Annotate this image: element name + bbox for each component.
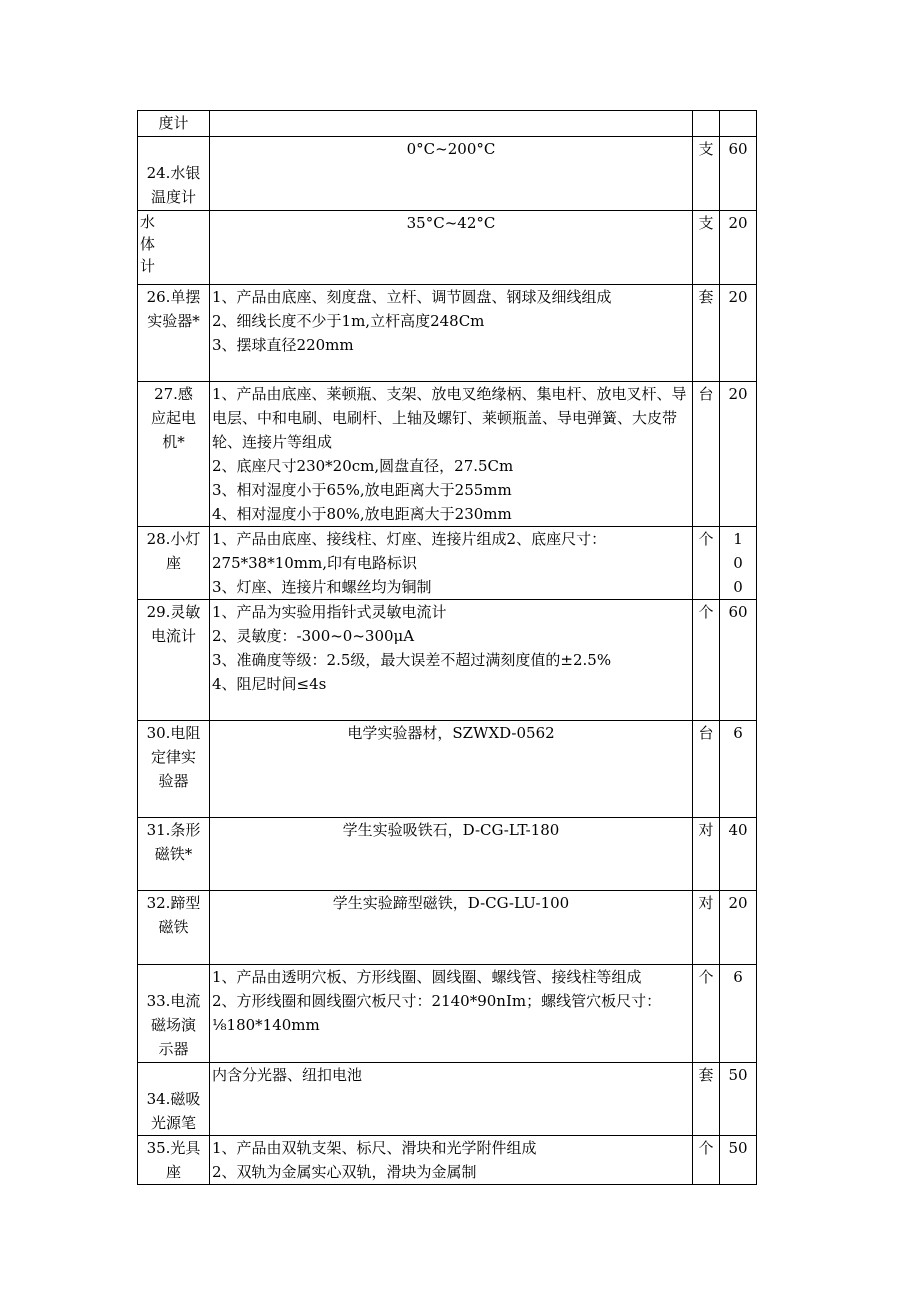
item-spec-cell: [210, 965, 693, 1063]
item-spec-line: 1、产品由底座、接线柱、灯座、连接片组成2、底座尺寸：275*38*10mm,印有电路标识: [212, 530, 607, 572]
item-name-cell: [138, 527, 210, 600]
item-name-line: 32.蹄型: [146, 894, 201, 912]
item-spec-line: 35°C~42°C: [406, 214, 496, 232]
item-unit: 套: [693, 1063, 720, 1136]
item-name-line: 30.电阻: [146, 724, 201, 742]
item-spec-cell: [210, 285, 693, 382]
item-unit: 个: [693, 600, 720, 721]
item-spec-cell: [210, 382, 693, 527]
item-spec-cell: [210, 818, 693, 891]
item-name-cell: [138, 111, 210, 137]
table-row: [138, 1063, 757, 1136]
item-unit: 个: [693, 527, 720, 600]
item-spec-line: 4、相对湿度小于80%,放电距离大于230mm: [212, 505, 512, 523]
table-row: [138, 285, 757, 382]
item-spec-line: 2、方形线圈和圆线圈穴板尺寸：2140*90nIm；螺线管穴板尺寸：⅛180*140mm: [212, 992, 662, 1034]
item-spec-cell: [210, 1136, 693, 1185]
item-name-line: 35.光具: [146, 1139, 201, 1157]
table-row: [138, 382, 757, 527]
item-spec-line: 学生实验吸铁石，D-CG-LT-180: [342, 821, 560, 839]
item-unit: 个: [693, 965, 720, 1063]
item-qty: 50: [720, 1063, 757, 1136]
item-spec-cell: [210, 527, 693, 600]
item-spec-line: 4、阻尼时间≤4s: [212, 675, 327, 693]
table-row: [138, 891, 757, 965]
item-spec-cell: [210, 721, 693, 818]
item-name-line: 座: [165, 1163, 181, 1181]
item-spec-line: 3、相对湿度小于65%,放电距离大于255mm: [212, 481, 512, 499]
item-name-cell: [138, 211, 210, 285]
item-name-line: 验器: [158, 772, 189, 790]
item-qty: 6: [720, 721, 757, 818]
item-unit: 支: [693, 137, 720, 211]
item-name-line: 计: [140, 257, 156, 275]
table-row: [138, 527, 757, 600]
item-name-line: 磁铁: [158, 918, 189, 936]
item-name-cell: [138, 721, 210, 818]
item-name-line: 机*: [162, 433, 185, 451]
item-spec-line: 2、双轨为金属实心双轨，滑块为金属制: [212, 1163, 477, 1181]
item-spec-line: 1、产品由双轨支架、标尺、滑块和光学附件组成: [212, 1139, 537, 1157]
item-name-line: 实验器*: [147, 312, 200, 330]
item-spec-cell: [210, 1063, 693, 1136]
item-name-cell: [138, 1063, 210, 1136]
item-name-line: 28.小灯: [146, 530, 201, 548]
equipment-spec-table: [137, 110, 757, 1185]
item-spec-line: 学生实验蹄型磁铁，D-CG-LU-100: [332, 894, 570, 912]
item-qty: 6: [720, 965, 757, 1063]
item-name-cell: [138, 1136, 210, 1185]
item-qty: 40: [720, 818, 757, 891]
item-spec-line: 1、产品由底座、莱顿瓶、支架、放电叉绝缘柄、集电杆、放电叉杆、导电层、中和电刷、电刷杆、上轴及螺钉、莱顿瓶盖、导电弹簧、大皮带轮、连接片等组成: [212, 385, 687, 451]
item-spec-line: 3、准确度等级：2.5级，最大误差不超过满刻度值的±2.5%: [212, 651, 612, 669]
item-spec-line: 2、细线长度不少于1m,立杆高度248Cm: [212, 312, 485, 330]
item-name-line: 度计: [158, 114, 189, 132]
item-spec-line: 1、产品由底座、刻度盘、立杆、调节圆盘、钢球及细线组成: [212, 288, 612, 306]
item-name-cell: [138, 965, 210, 1063]
item-qty: 60: [720, 600, 757, 721]
item-name-line: 26.单摆: [146, 288, 201, 306]
item-qty: 20: [720, 891, 757, 965]
table-row: [138, 111, 757, 137]
item-unit: 台: [693, 721, 720, 818]
table-row: [138, 818, 757, 891]
item-name-cell: [138, 891, 210, 965]
table-row: [138, 600, 757, 721]
item-unit-cell: [693, 111, 720, 137]
table-row: [138, 965, 757, 1063]
item-qty: 20: [720, 285, 757, 382]
item-name-line: 29.灵敏: [146, 603, 201, 621]
item-unit: 支: [693, 211, 720, 285]
item-unit: 对: [693, 891, 720, 965]
item-qty: 50: [720, 1136, 757, 1185]
table-row: [138, 211, 757, 285]
item-qty: 100: [720, 527, 757, 600]
table-row: [138, 1136, 757, 1185]
item-spec-cell: [210, 891, 693, 965]
item-unit: 台: [693, 382, 720, 527]
item-name-line: 光源笔: [150, 1114, 196, 1132]
item-spec-line: 1、产品为实验用指针式灵敏电流计: [212, 603, 447, 621]
item-spec-line: 3、灯座、连接片和螺丝均为铜制: [212, 578, 432, 596]
item-unit: 套: [693, 285, 720, 382]
item-name-line: 磁场演: [150, 1016, 196, 1034]
item-name-line: 定律实: [150, 748, 196, 766]
item-qty: 20: [720, 382, 757, 527]
item-unit: 个: [693, 1136, 720, 1185]
item-name-line: 温度计: [150, 188, 196, 206]
item-name-line: 体: [140, 235, 156, 253]
table-row: [138, 137, 757, 211]
item-qty: 60: [720, 137, 757, 211]
table-row: [138, 721, 757, 818]
item-spec-line: 内含分光器、纽扣电池: [212, 1066, 363, 1084]
item-name-line: 应起电: [150, 409, 196, 427]
item-spec-line: 2、底座尺寸230*20cm,圆盘直径，27.5Cm: [212, 457, 514, 475]
item-spec-line: 3、摆球直径220mm: [212, 336, 354, 354]
item-name-cell: [138, 137, 210, 211]
item-spec-line: 2、灵敏度：-300~0~300μA: [212, 627, 415, 645]
item-spec-cell: [210, 111, 693, 137]
item-name-line: 27.感: [154, 385, 193, 403]
item-name-line: 34.磁吸: [146, 1090, 201, 1108]
item-name-line: 水: [140, 213, 156, 231]
item-name-line: 24.水银: [146, 164, 201, 182]
item-spec-cell: [210, 600, 693, 721]
item-qty: 20: [720, 211, 757, 285]
item-name-line: 磁铁*: [154, 845, 193, 863]
item-spec-cell: [210, 137, 693, 211]
item-spec-line: 0°C~200°C: [406, 140, 496, 158]
item-name-cell: [138, 818, 210, 891]
item-name-line: 33.电流: [146, 992, 201, 1010]
item-spec-cell: [210, 211, 693, 285]
item-name-line: 电流计: [150, 627, 196, 645]
item-spec-line: 电学实验器材，SZWXD-0562: [347, 724, 555, 742]
item-name-cell: [138, 285, 210, 382]
item-name-line: 31.条形: [146, 821, 201, 839]
item-name-line: 座: [165, 554, 181, 572]
item-name-line: 示器: [158, 1040, 189, 1058]
item-qty-cell: [720, 111, 757, 137]
item-name-cell: [138, 600, 210, 721]
item-name-cell: [138, 382, 210, 527]
item-unit: 对: [693, 818, 720, 891]
item-spec-line: 1、产品由透明穴板、方形线圈、圆线圈、螺线管、接线柱等组成: [212, 968, 642, 986]
